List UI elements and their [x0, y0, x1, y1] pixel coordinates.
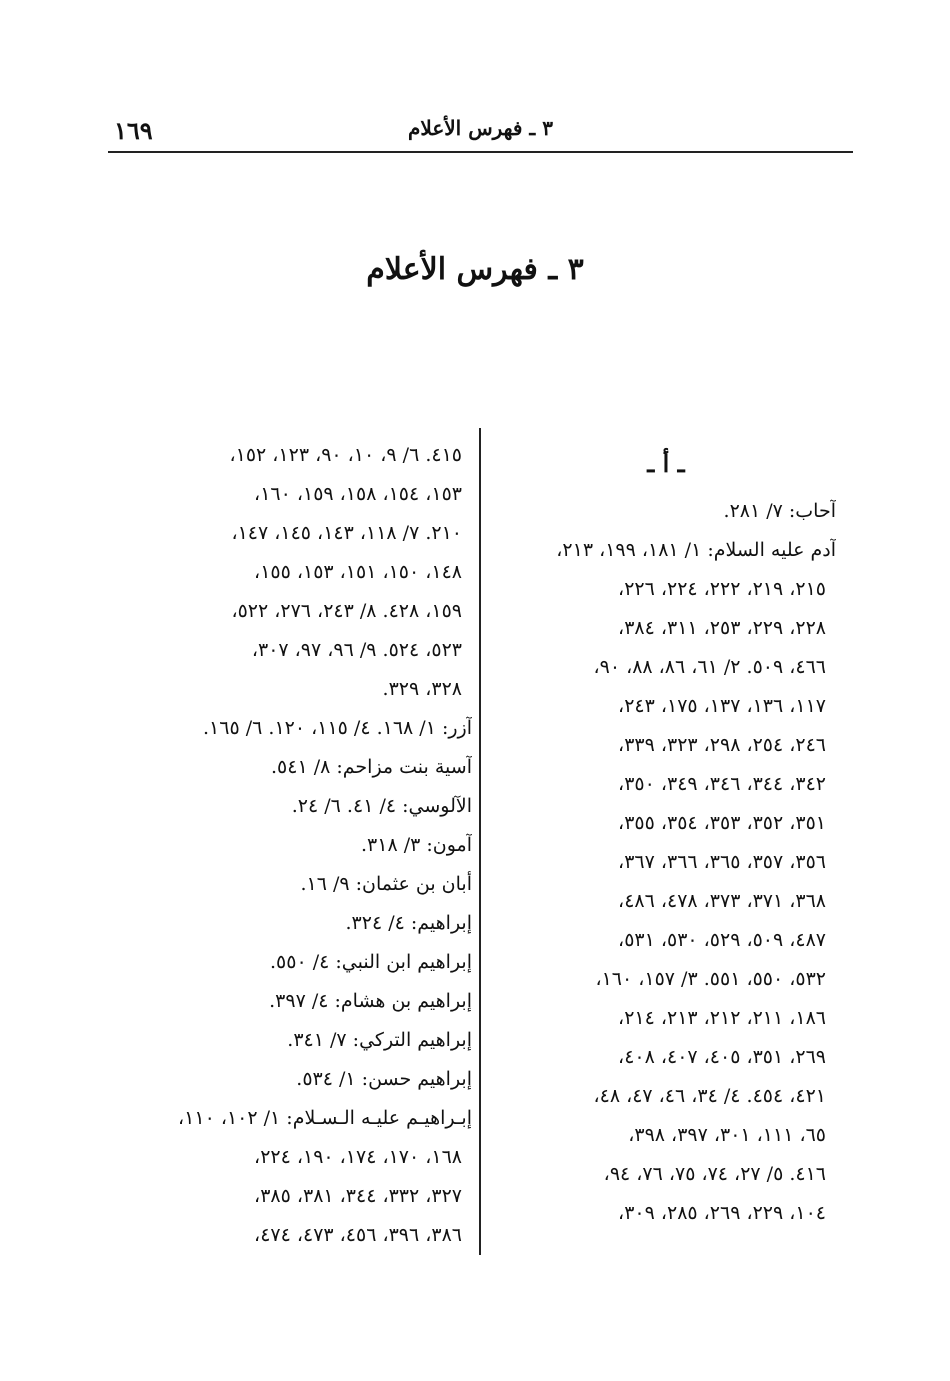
index-continuation: ١٥٣، ١٥٤، ١٥٨، ١٥٩، ١٦٠،	[254, 483, 462, 505]
index-continuation: ١٤٨، ١٥٠، ١٥١، ١٥٣، ١٥٥،	[254, 561, 462, 583]
index-entry: أبان بن عثمان: ٩/ ١٦.	[300, 873, 472, 895]
column-divider	[479, 428, 481, 1255]
index-continuation: ٢١٠. ٧/ ١١٨، ١٤٣، ١٤٥، ١٤٧،	[231, 522, 462, 544]
index-entry: إبراهيم: ٤/ ٣٢٤.	[345, 912, 472, 934]
index-continuation: ١٦٨، ١٧٠، ١٧٤، ١٩٠، ٢٢٤،	[254, 1146, 462, 1168]
page-title: ٣ ـ فهرس الأعلام	[366, 252, 584, 287]
index-continuation: ٣٥١، ٣٥٢، ٣٥٣، ٣٥٤، ٣٥٥،	[618, 812, 826, 834]
header-rule	[108, 151, 853, 153]
index-continuation: ١٨٦، ٢١١، ٢١٢، ٢١٣، ٢١٤،	[618, 1007, 826, 1029]
index-entry: إبراهيم التركي: ٧/ ٣٤١.	[287, 1029, 472, 1051]
index-entry: آسية بنت مزاحم: ٨/ ٥٤١.	[271, 756, 472, 778]
index-continuation: ٣٢٧، ٣٣٢، ٣٤٤، ٣٨١، ٣٨٥،	[254, 1185, 462, 1207]
index-continuation: ٣٦٨، ٣٧١، ٣٧٣، ٤٧٨، ٤٨٦،	[618, 890, 826, 912]
index-continuation: ٣٨٦، ٣٩٦، ٤٥٦، ٤٧٣، ٤٧٤،	[254, 1224, 462, 1246]
index-continuation: ٢١٥، ٢١٩، ٢٢٢، ٢٢٤، ٢٢٦،	[618, 578, 826, 600]
index-continuation: ٢٦٩، ٣٥١، ٤٠٥، ٤٠٧، ٤٠٨،	[618, 1046, 826, 1068]
index-entry: آزر: ١/ ١٦٨. ٤/ ١١٥، ١٢٠. ٦/ ١٦٥.	[203, 717, 472, 739]
index-continuation: ٣٢٨، ٣٢٩.	[382, 678, 462, 700]
index-entry: إبراهيم بن هشام: ٤/ ٣٩٧.	[269, 990, 472, 1012]
index-continuation: ٦٥، ١١١، ٣٠١، ٣٩٧، ٣٩٨،	[628, 1124, 826, 1146]
index-entry: إبراهيم حسن: ١/ ٥٣٤.	[296, 1068, 472, 1090]
index-continuation: ٢٢٨، ٢٢٩، ٢٥٣، ٣١١، ٣٨٤،	[618, 617, 826, 639]
index-continuation: ١٠٤، ٢٢٩، ٢٦٩، ٢٨٥، ٣٠٩،	[618, 1202, 826, 1224]
index-continuation: ١٥٩، ٤٢٨. ٨/ ٢٤٣، ٢٧٦، ٥٢٢،	[231, 600, 462, 622]
index-continuation: ٤٦٦، ٥٠٩. ٢/ ٦١، ٨٦، ٨٨، ٩٠،	[593, 656, 826, 678]
index-continuation: ١١٧، ١٣٦، ١٣٧، ١٧٥، ٢٤٣،	[618, 695, 826, 717]
index-continuation: ٤٢١، ٤٥٤. ٤/ ٣٤، ٤٦، ٤٧، ٤٨،	[593, 1085, 826, 1107]
page-header	[108, 112, 853, 152]
index-continuation: ٣٤٢، ٣٤٤، ٣٤٦، ٣٤٩، ٣٥٠،	[618, 773, 826, 795]
index-entry: إبـراهيـم عليـه الـسـلام: ١/ ١٠٢، ١١٠،	[178, 1107, 472, 1129]
index-entry: آمون: ٣/ ٣١٨.	[360, 834, 472, 856]
index-continuation: ٤٨٧، ٥٠٩، ٥٢٩، ٥٣٠، ٥٣١،	[618, 929, 826, 951]
index-continuation: ٥٣٢، ٥٥٠، ٥٥١. ٣/ ١٥٧، ١٦٠،	[595, 968, 826, 990]
index-continuation: ٤١٦. ٥/ ٢٧، ٧٤، ٧٥، ٧٦، ٩٤،	[603, 1163, 826, 1185]
right-column	[496, 436, 836, 1233]
index-entry: آحاب: ٧/ ٢٨١.	[723, 500, 836, 522]
index-continuation: ٢٤٦، ٢٥٤، ٢٩٨، ٣٢٣، ٣٣٩،	[618, 734, 826, 756]
index-continuation: ٥٢٣، ٥٢٤. ٩/ ٩٦، ٩٧، ٣٠٧،	[251, 639, 462, 661]
index-continuation: ٤١٥. ٦/ ٩، ١٠، ٩٠، ١٢٣، ١٥٢،	[229, 444, 462, 466]
index-entry: آدم عليه السلام: ١/ ١٨١، ١٩٩، ٢١٣،	[556, 539, 836, 561]
index-continuation: ٣٥٦، ٣٥٧، ٣٦٥، ٣٦٦، ٣٦٧،	[618, 851, 826, 873]
letter-heading: ـ أ ـ	[647, 449, 685, 478]
page-number: ١٦٩	[114, 116, 153, 145]
index-entry: إبراهيم ابن النبي: ٤/ ٥٥٠.	[270, 951, 472, 973]
index-entry: الآلوسي: ٤/ ٤١. ٦/ ٢٤.	[291, 795, 472, 817]
left-column	[108, 436, 472, 1255]
running-title: ٣ ـ فهرس الأعلام	[408, 116, 553, 140]
